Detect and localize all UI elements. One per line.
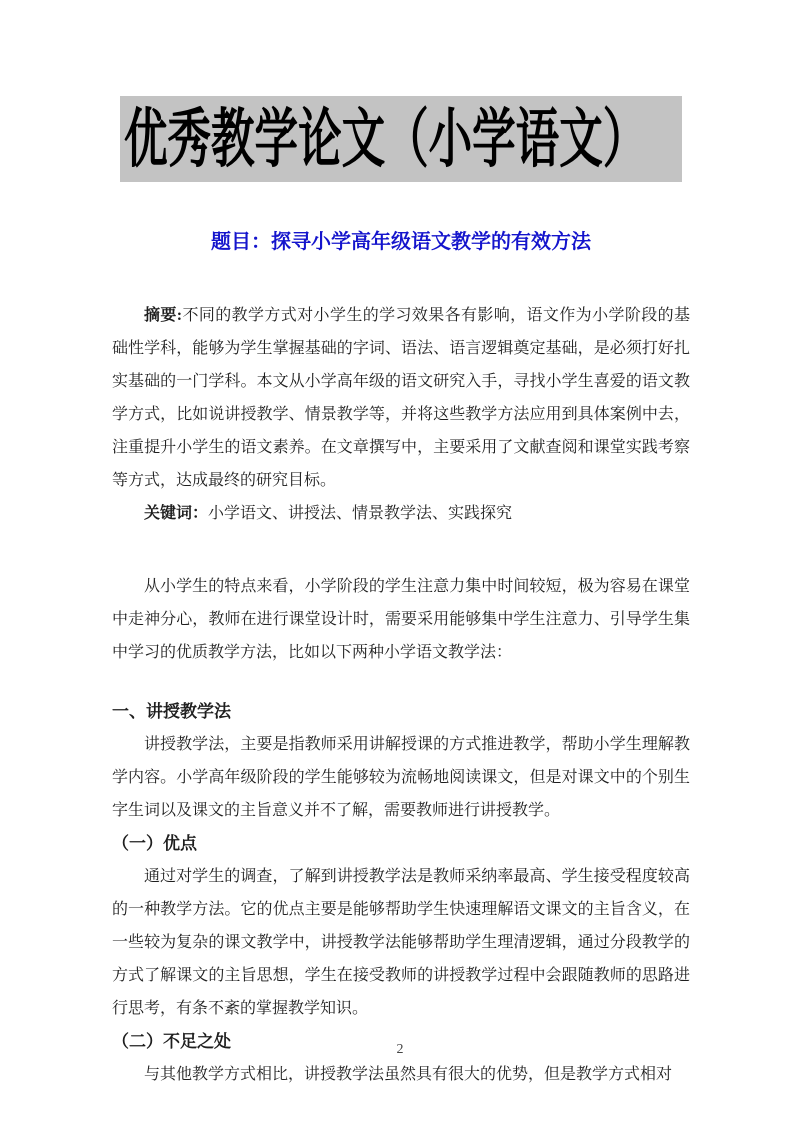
subsection1-paragraph: 通过对学生的调查，了解到讲授教学法是教师采纳率最高、学生接受程度较高的一种教学方法。它的优点主要是能够帮助学生快速理解语文课文的主旨含义，在一些较为复杂的课文教学中，讲授教学法能够帮助学生理清逻辑，通过分段教学的方式了解课文的主旨思想，学生在接受教师的讲授教学过程中会跟随教师的思路进行思考，有条不紊的掌握教学知识。 (112, 868, 690, 1017)
keywords-label: 关键词： (144, 505, 209, 522)
subsection2-heading: （二）不足之处 (112, 1032, 231, 1051)
document-content-column (112, 0, 690, 1091)
abstract-paragraph (112, 299, 690, 497)
section-block (112, 695, 690, 1091)
abstract-label: 摘要: (144, 307, 183, 324)
intro-paragraph: 从小学生的特点来看，小学阶段的学生注意力集中时间较短，极为容易在课堂中走神分心，教师在进行课堂设计时，需要采用能够集中学生注意力、引导学生集中学习的优质教学方法，比如以下两种小学语文教学法： (112, 578, 690, 661)
banner-title: 优秀教学论文（小学语文） (124, 103, 647, 175)
page-number: 2 (396, 1042, 404, 1057)
section1-paragraph: 讲授教学法，主要是指教师采用讲解授课的方式推进教学，帮助小学生理解教学内容。小学高年级阶段的学生能够较为流畅地阅读课文，但是对课文中的个别生字生词以及课文的主旨意义并不了解，需要教师进行讲授教学。 (112, 736, 690, 819)
subsection1-heading: （一）优点 (112, 834, 197, 853)
keywords-line (112, 497, 690, 530)
abstract-text: 不同的教学方式对小学生的学习效果各有影响，语文作为小学阶段的基础性学科，能够为学生掌握基础的字词、语法、语言逻辑奠定基础，是必须打好扎实基础的一门学科。本文从小学高年级的语文研究入手，寻找小学生喜爱的语文教学方式，比如说讲授教学、情景教学等，并将这些教学方法应用到具体案例中去，注重提升小学生的语文素养。在文章撰写中，主要采用了文献查阅和课堂实践考察等方式，达成最终的研究目标。 (112, 307, 690, 489)
keywords-text: 小学语文、讲授法、情景教学法、实践探究 (208, 505, 513, 522)
section1-heading: 一、讲授教学法 (112, 702, 231, 721)
doc-subtitle: 题目：探寻小学高年级语文教学的有效方法 (211, 231, 591, 253)
banner-title-highlight (120, 96, 682, 182)
subsection2-paragraph: 与其他教学方式相比，讲授教学法虽然具有很大的优势，但是教学方式相对 (144, 1066, 673, 1083)
